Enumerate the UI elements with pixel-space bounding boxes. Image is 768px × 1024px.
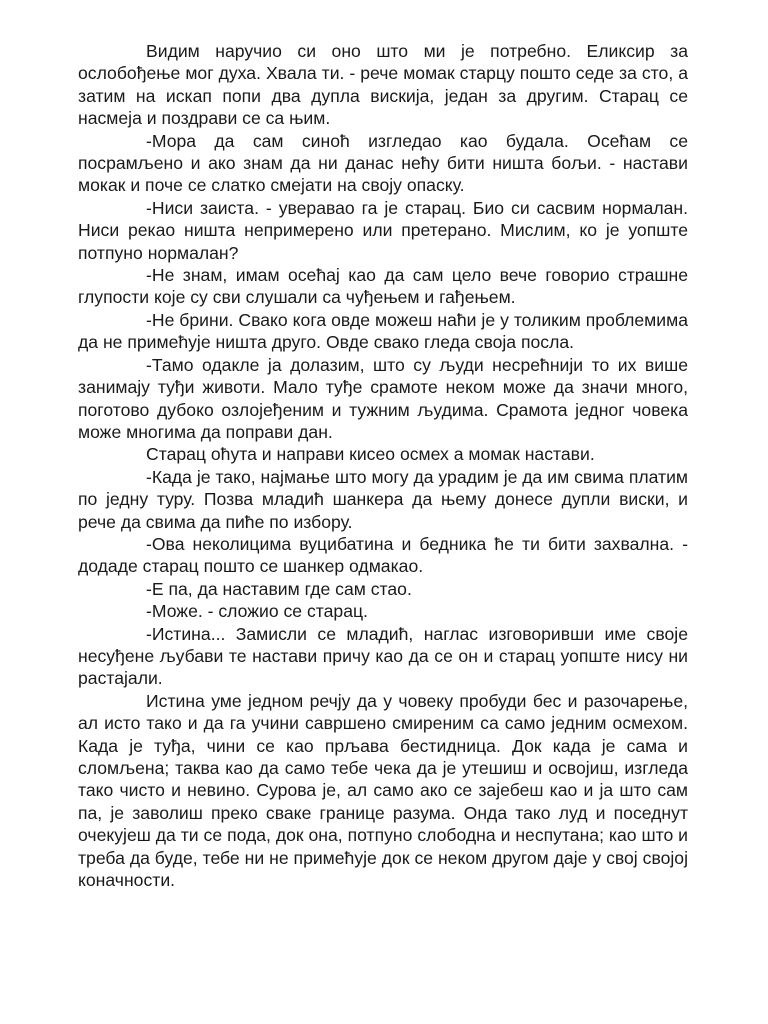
paragraph: -Ова неколицима вуцибатина и бедника ће ти бити захвална. - додаде старац пошто се шанкер одмакао. [78, 533, 688, 577]
paragraph: -Када је тако, најмање што могу да урадим је да им свима платим по једну туру. Позва младић шанкера да њему донесе дупли виски, и рече да свима да пиће по избору. [78, 466, 688, 532]
paragraph: -Истина... Замисли се младић, наглас изговоривши име своје несуђене љубави те настави причу као да се он и старац уопште нису ни растајали. [78, 623, 688, 689]
paragraph: Истина уме једном речју да у човеку пробуди бес и разочарење, ал исто тако и да га учини савршено смиреним са само једним осмехом. Када је туђа, чини се као прљава бестидница. Док када је сама и сломљена; таква као да само тебе чека да је утешиш и освојиш, изгледа тако чисто и невино. Сурова је, ал само ако се зајебеш као и ја што сам па, је заволиш преко сваке границе разума. Онда тако луд и поседнут очекујеш да ти се пода, док она, потпуно слободна и неспутана; као што и треба да буде, тебе ни не примећује док се неком другом даје у свој својој коначности. [78, 690, 688, 891]
paragraph: -Може. - сложио се старац. [146, 601, 368, 622]
document-page [78, 40, 688, 891]
paragraph: -Тамо одакле ја долазим, што су људи несрећнији то их више занимају туђи животи. Мало туђе срамоте неком може да значи много, поготово дубоко озлојеђеним и тужним људима. Срамота једног човека може многима да поправи дан. [78, 354, 688, 442]
paragraph: -Не брини. Свако кога овде можеш наћи је у толиким проблемима да не примећује ништа друго. Овде свако гледа своја посла. [78, 309, 688, 353]
paragraph: -Е па, да наставим где сам стао. [146, 578, 412, 599]
paragraph: -Не знам, имам осећај као да сам цело вече говорио страшне глупости које су сви слушали са чуђењем и гађењем. [78, 265, 688, 308]
paragraph: -Ниси заиста. - уверавао га је старац. Био си сасвим нормалан. Ниси рекао ништа непримерено или претерано. Мислим, ко је уопште потпуно нормалан? [78, 197, 688, 263]
paragraph: -Мора да сам синоћ изгледао као будала. Осећам се посрамљено и ако знам да ни данас нећу бити ништа бољи. - настави мокак и поче се слатко смејати на своју опаску. [78, 130, 688, 196]
paragraph: Старац оћута и направи кисео осмех а момак настави. [146, 444, 595, 465]
paragraph: Видим наручио си оно што ми је потребно. Еликсир за ослобођење мог духа. Хвала ти. - рече момак старцу пошто седе за сто, а затим на искап попи два дупла вискија, један за другим. Старац се насмеја и поздрави се са њим. [78, 41, 688, 129]
